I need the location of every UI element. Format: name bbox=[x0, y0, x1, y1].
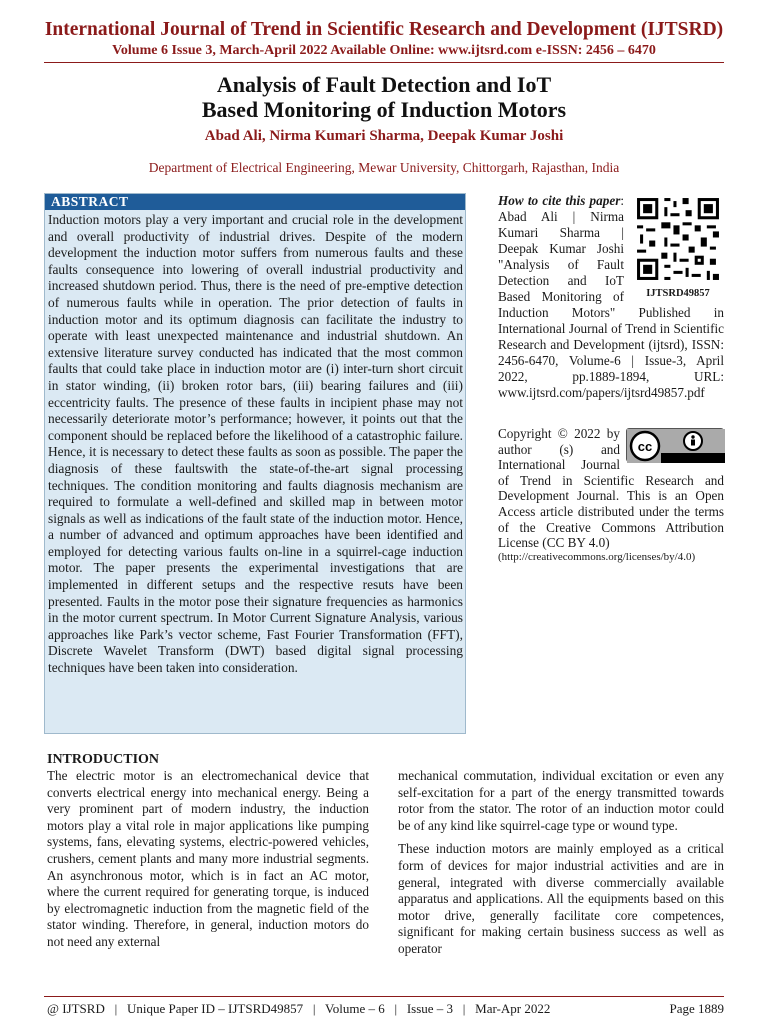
qr-paper-id: IJTSRD49857 bbox=[646, 288, 710, 299]
paper-title-line-2: Based Monitoring of Induction Motors bbox=[201, 97, 567, 122]
introduction-paragraph: These induction motors are mainly employed as a critical form of devices for major industrial activities and are in general, integrated with diverse commercially available apparatus and applications. All the equipments based on this motor drive, generally facilitate core competences, significant for making certain business success as well as operator bbox=[398, 841, 724, 956]
svg-text:cc: cc bbox=[637, 439, 653, 454]
citation-text: : Abad Ali | Nirma Kumari Sharma | Deepak Kumar Joshi "Analysis of Fault Detection and IoT Based Monitoring of Induction Motors" Published in International Journal of Trend in Scientific Research and Development (ijtsrd), ISSN: 2456-6470, Volume-6 | Issue-3, April 2022, pp.1889-1894, URL: www.ijtsrd.com/papers/ijtsrd49857.pdf bbox=[498, 193, 724, 400]
copyright-block bbox=[498, 426, 724, 564]
introduction-heading: INTRODUCTION bbox=[47, 752, 160, 767]
journal-title: International Journal of Trend in Scientific Research and Development (IJTSRD) bbox=[44, 19, 724, 40]
citation-block bbox=[498, 193, 724, 401]
paper-affiliation: Department of Electrical Engineering, Mewar University, Chittorgarh, Rajasthan, India bbox=[148, 160, 620, 175]
cc-logo-icon bbox=[627, 429, 725, 463]
abstract-box bbox=[44, 193, 466, 734]
footer-divider bbox=[44, 996, 724, 997]
paper-title-line-1: Analysis of Fault Detection and IoT bbox=[216, 72, 552, 97]
cc-by-badge-icon bbox=[626, 428, 724, 462]
copyright-text: Copyright © 2022 by author (s) and International Journal of Trend in Scientific Research and Development Journal. This is an Open Access article distributed under the terms of the Creative Commons Attribution License (CC BY 4.0) bbox=[498, 426, 724, 551]
introduction-right-column bbox=[398, 768, 724, 958]
header-divider bbox=[44, 62, 724, 63]
license-url: (http://creativecommons.org/licenses/by/4.0) bbox=[498, 550, 696, 563]
qr-code-block bbox=[632, 195, 724, 301]
page-number: Page 1889 bbox=[669, 1001, 724, 1016]
citation-lead: How to cite this paper bbox=[498, 193, 621, 208]
introduction-paragraph: mechanical commutation, individual excitation or even any self-excitation for a part of the energy transmitted towards rotor from the stator. The rotor of an induction motor could be of any kind like squirrel-cage type or wound type. bbox=[398, 768, 724, 833]
paper-authors: Abad Ali, Nirma Kumari Sharma, Deepak Kumar Joshi bbox=[204, 128, 564, 144]
introduction-left-column bbox=[47, 768, 369, 951]
journal-issue-info: Volume 6 Issue 3, March-April 2022 Available Online: www.ijtsrd.com e-ISSN: 2456 – 6470 bbox=[112, 43, 656, 58]
abstract-heading: ABSTRACT bbox=[45, 194, 465, 210]
paper-title bbox=[0, 72, 768, 122]
qr-code-icon bbox=[632, 195, 724, 283]
abstract-text: Induction motors play a very important and crucial role in the development and overall productivity of industrial drives. Despite of the modern development the induction motor suffers from numerous faults and these faults consequence into lowering of overall industrial productivity and increased shutdown period. Thus, there is the need of pre-emptive detection of numerous faults while in operation. The prior detection of faults in induction motor and its optimum diagnosis can facilitate the industry to operate with least unexpected maintenance and industrial shutdown. An extensive literature survey conducted has indicated that the most common faults that could take place in induction motor are (i) inter-turn short circuit in stator winding, (ii) broken rotor bars, (iii) bearing failures and (iii) eccentricity faults. The presence of these faults in incipient phase may not necessarily deteriorate motor’s performance; however, it points out that the component should be replaced before the likelihood of a catastrophic failure. Hence, it is necessary to detect these faults as soon as possible. The paper the diagnosis of these faultswith the state-of-the-art signal processing techniques. The condition monitoring and faults diagnosis mechanism are required to formulate a well-defined and skilled map in between motor signals as well as indications of the fault state of the induction motor. Hence, a number of advanced and optimum approaches have been identified and employed for detecting various faults on-line in a squirrel-cage induction motor. The paper presents the experimental investigations that are implemented in different setups and the respective resuts have been presented. Faults in the motor pose their signature frequencies as harmonics in the motor current spectrum. In Motor Current Signature Analysis, various approaches like Park’s vector scheme, Fast Fourier Transformation (FFT), Discrete Wavelet Transform (DWT) based digital signal processing techniques have been taken into consideration. bbox=[48, 212, 463, 676]
journal-header bbox=[0, 18, 768, 59]
introduction-paragraph: The electric motor is an electromechanical device that converts electrical energy into mechanical energy. Being a very prominent part of modern industry, the induction motors play a vital role in major applications like pumping systems, fans, elevating systems, electric-powered vehicles, crushers, cement plants and many more industrial segments. An asynchronous motor, which is in fact an AC motor, where the current required for generating torque, is induced by electromagnetic induction from the magnetic field of the stator winding. Therefore, in general, induction motors do not need any external bbox=[47, 768, 369, 949]
footer-info: @ IJTSRD | Unique Paper ID – IJTSRD49857 | Volume – 6 | Issue – 3 | Mar-Apr 2022 bbox=[47, 1001, 551, 1016]
